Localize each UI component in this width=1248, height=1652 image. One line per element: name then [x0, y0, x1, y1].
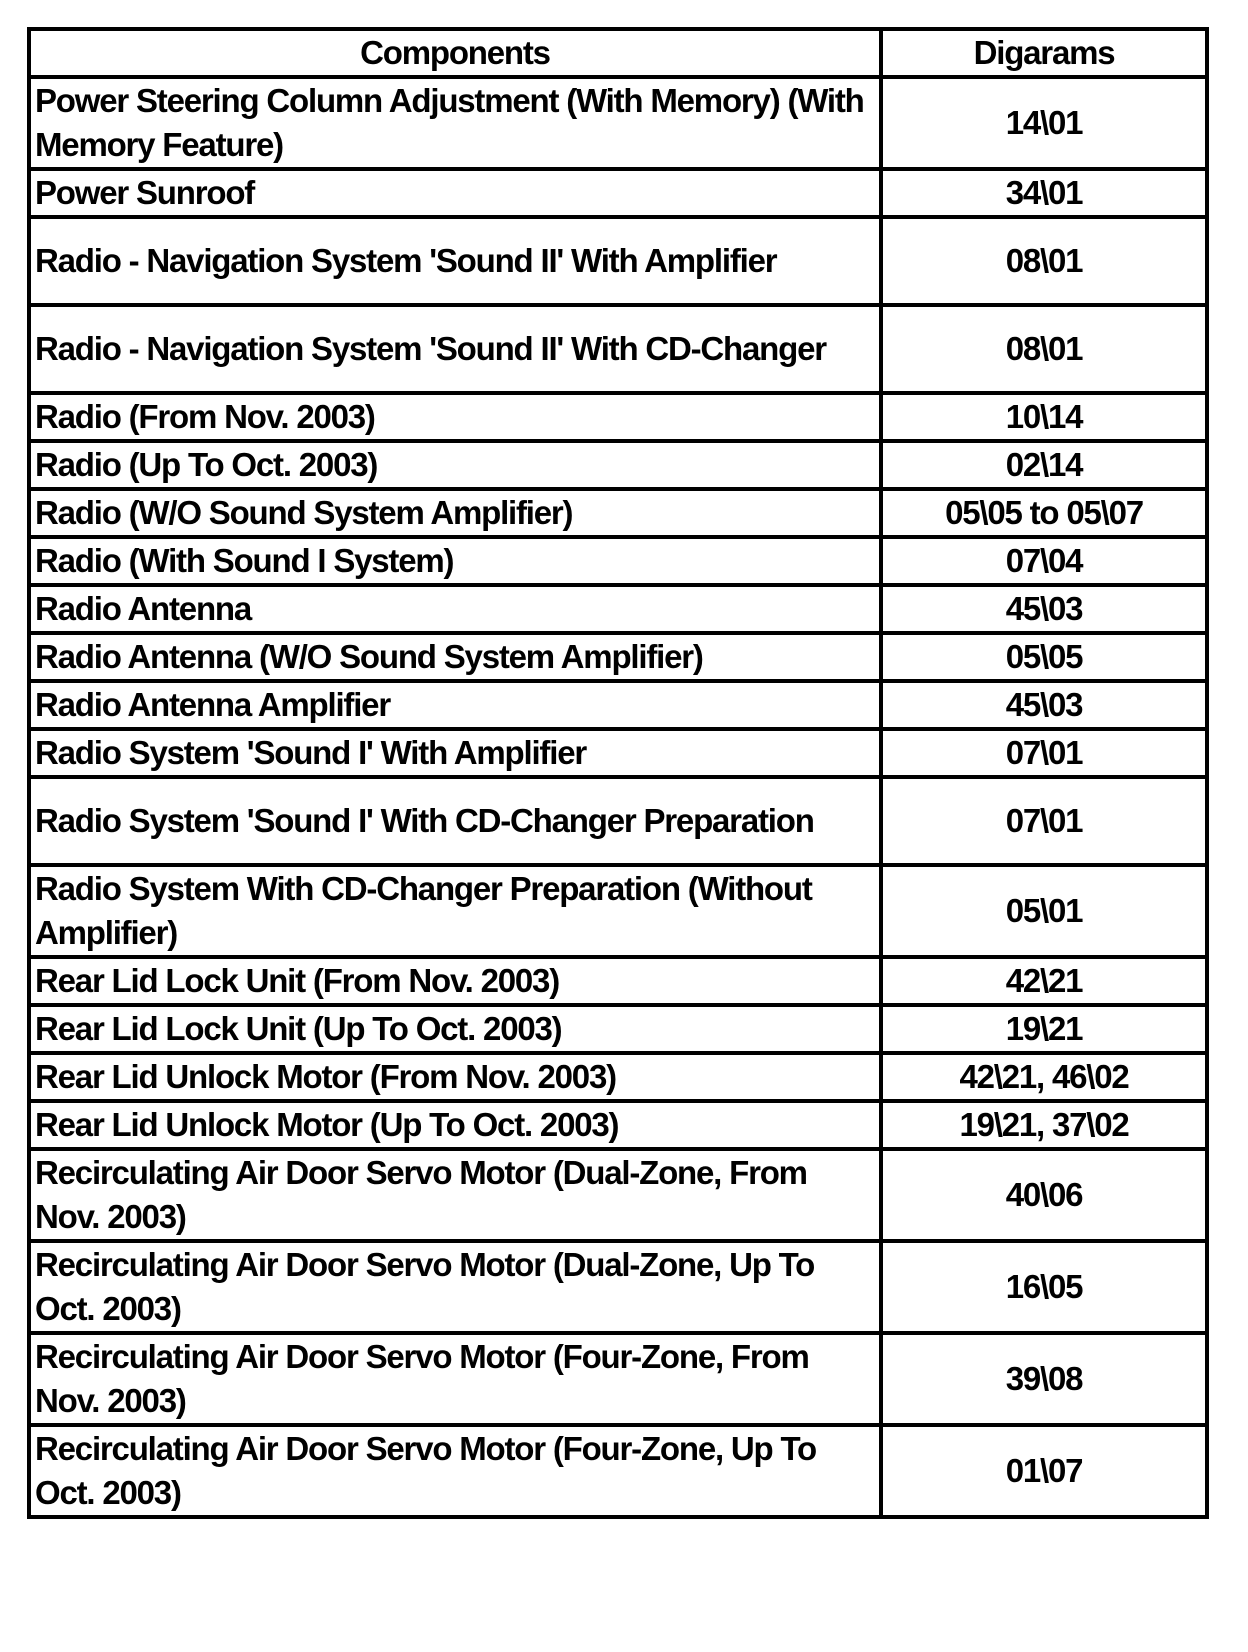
table-row	[29, 1241, 1207, 1333]
table-row	[29, 1101, 1207, 1149]
component-cell: Radio Antenna Amplifier	[29, 681, 881, 729]
component-cell: Recirculating Air Door Servo Motor (Dual-Zone, Up To Oct. 2003)	[29, 1241, 881, 1333]
component-cell: Radio (W/O Sound System Amplifier)	[29, 489, 881, 537]
table-row	[29, 1005, 1207, 1053]
diagram-cell: 16\05	[881, 1241, 1207, 1333]
diagram-cell: 34\01	[881, 169, 1207, 217]
diagram-cell: 45\03	[881, 585, 1207, 633]
component-cell: Radio (From Nov. 2003)	[29, 393, 881, 441]
table-row	[29, 305, 1207, 393]
diagram-cell: 40\06	[881, 1149, 1207, 1241]
component-cell: Radio System 'Sound I' With CD-Changer Preparation	[29, 777, 881, 865]
component-cell: Radio - Navigation System 'Sound II' With Amplifier	[29, 217, 881, 305]
component-cell: Radio (Up To Oct. 2003)	[29, 441, 881, 489]
table-row	[29, 441, 1207, 489]
component-cell: Radio (With Sound I System)	[29, 537, 881, 585]
table-row	[29, 217, 1207, 305]
table-row	[29, 777, 1207, 865]
component-cell: Rear Lid Lock Unit (Up To Oct. 2003)	[29, 1005, 881, 1053]
diagram-cell: 01\07	[881, 1425, 1207, 1517]
table-row	[29, 633, 1207, 681]
table-row	[29, 865, 1207, 957]
table-row	[29, 1333, 1207, 1425]
table-row	[29, 537, 1207, 585]
diagram-cell: 19\21, 37\02	[881, 1101, 1207, 1149]
components-table	[27, 27, 1209, 1519]
component-cell: Radio System 'Sound I' With Amplifier	[29, 729, 881, 777]
diagram-cell: 14\01	[881, 77, 1207, 169]
components-header: Components	[29, 29, 881, 77]
component-cell: Power Steering Column Adjustment (With Memory) (With Memory Feature)	[29, 77, 881, 169]
component-cell: Radio Antenna (W/O Sound System Amplifier)	[29, 633, 881, 681]
component-cell: Radio Antenna	[29, 585, 881, 633]
diagram-cell: 45\03	[881, 681, 1207, 729]
component-cell: Rear Lid Lock Unit (From Nov. 2003)	[29, 957, 881, 1005]
component-cell: Radio System With CD-Changer Preparation (Without Amplifier)	[29, 865, 881, 957]
diagram-cell: 08\01	[881, 217, 1207, 305]
component-cell: Rear Lid Unlock Motor (Up To Oct. 2003)	[29, 1101, 881, 1149]
diagram-cell: 05\05	[881, 633, 1207, 681]
diagram-cell: 05\05 to 05\07	[881, 489, 1207, 537]
component-cell: Recirculating Air Door Servo Motor (Dual-Zone, From Nov. 2003)	[29, 1149, 881, 1241]
table-body	[29, 77, 1207, 1517]
component-cell: Radio - Navigation System 'Sound II' With CD-Changer	[29, 305, 881, 393]
table-row	[29, 489, 1207, 537]
diagram-cell: 05\01	[881, 865, 1207, 957]
diagram-cell: 42\21, 46\02	[881, 1053, 1207, 1101]
table-row	[29, 393, 1207, 441]
diagram-cell: 39\08	[881, 1333, 1207, 1425]
component-cell: Rear Lid Unlock Motor (From Nov. 2003)	[29, 1053, 881, 1101]
diagram-cell: 42\21	[881, 957, 1207, 1005]
table-row	[29, 681, 1207, 729]
diagram-cell: 02\14	[881, 441, 1207, 489]
header-row	[29, 29, 1207, 77]
table-row	[29, 957, 1207, 1005]
diagram-cell: 19\21	[881, 1005, 1207, 1053]
table-row	[29, 585, 1207, 633]
table-row	[29, 169, 1207, 217]
diagram-cell: 07\01	[881, 729, 1207, 777]
table-row	[29, 729, 1207, 777]
diagrams-header: Digarams	[881, 29, 1207, 77]
component-cell: Recirculating Air Door Servo Motor (Four-Zone, From Nov. 2003)	[29, 1333, 881, 1425]
diagram-cell: 08\01	[881, 305, 1207, 393]
diagram-cell: 07\04	[881, 537, 1207, 585]
diagram-cell: 07\01	[881, 777, 1207, 865]
diagram-cell: 10\14	[881, 393, 1207, 441]
table-row	[29, 1425, 1207, 1517]
table-row	[29, 1053, 1207, 1101]
table-row	[29, 77, 1207, 169]
table-row	[29, 1149, 1207, 1241]
component-cell: Recirculating Air Door Servo Motor (Four-Zone, Up To Oct. 2003)	[29, 1425, 881, 1517]
component-cell: Power Sunroof	[29, 169, 881, 217]
